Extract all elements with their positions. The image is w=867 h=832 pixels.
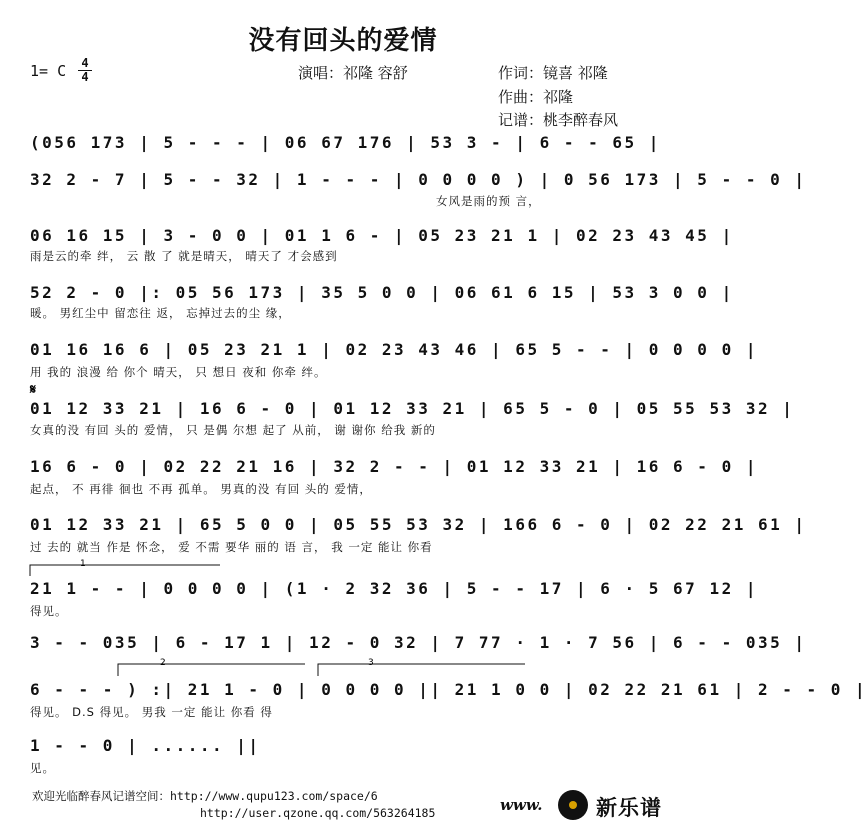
score-line-5-lyrics: 用 我的 浪漫 给 你个 晴天， 只 想日 夜和 你牵 绊。 <box>30 365 327 379</box>
score-title: 没有回头的爱情 <box>248 26 438 56</box>
key-signature: 1= C <box>30 62 67 80</box>
volta-label-1: 1 <box>80 559 86 569</box>
composer-credit: 作曲：祁隆 <box>498 88 574 106</box>
score-line-3-notes: 06 16 15 | 3 - 0 0 | 01 1 6 - | 05 23 21 1 | 02 23 43 45 | <box>30 226 734 245</box>
score-line-6-lyrics: 女真的没 有回 头的 爱情， 只 是偶 尔想 起了 从前， 谢 谢你 给我 新的 <box>30 423 436 437</box>
score-line-11-notes: 6 - - - ) :| 21 1 - 0 | 0 0 0 0 || 21 1 0 0 | 02 22 21 61 | 2 - - 0 | <box>30 680 867 699</box>
score-line-12-lyrics: 见。 <box>30 761 55 775</box>
lyricist-credit: 作词：镜喜 祁隆 <box>498 64 608 82</box>
volta-bracket-3 <box>318 664 525 676</box>
volta-label-2: 2 <box>160 658 166 668</box>
logo-brand-text: 新乐谱 <box>596 796 662 820</box>
svg-text:𝄋: 𝄋 <box>30 382 37 398</box>
record-disc-icon <box>558 790 588 820</box>
footer-welcome: 欢迎光临醉春风记谱空间：http://www.qupu123.com/space/6 <box>32 789 378 803</box>
transcriber-credit: 记谱：桃李醉春风 <box>498 111 619 129</box>
score-line-11-lyrics: 得见。 D.S 得见。 男我 一定 能让 你看 得 <box>30 705 273 719</box>
score-line-8-notes: 01 12 33 21 | 65 5 0 0 | 05 55 53 32 | 166 6 - 0 | 02 22 21 61 | <box>30 515 807 534</box>
score-line-2-notes: 32 2 - 7 | 5 - - 32 | 1 - - - | 0 0 0 0 ) | 0 56 173 | 5 - - 0 | <box>30 170 807 189</box>
score-line-5-notes: 01 16 16 6 | 05 23 21 1 | 02 23 43 46 | 65 5 - - | 0 0 0 0 | <box>30 340 758 359</box>
score-line-4-notes: 52 2 - 0 |: 05 56 173 | 35 5 0 0 | 06 61 6 15 | 53 3 0 0 | <box>30 283 734 302</box>
score-line-12-notes: 1 - - 0 | ...... || <box>30 736 261 755</box>
segno-sign <box>29 382 36 398</box>
time-signature-top: 4 <box>81 56 89 70</box>
score-line-2-lyrics: 女风是雨的预 言， <box>436 194 541 208</box>
score-line-3-lyrics: 雨是云的牵 绊， 云 散 了 就是晴天， 晴天了 才会感到 <box>30 249 338 263</box>
score-line-7-lyrics: 起点， 不 再徘 徊也 不再 孤单。 男真的没 有回 头的 爱情， <box>30 482 372 496</box>
score-line-1-notes: (056 173 | 5 - - - | 06 67 176 | 53 3 - | 6 - - 65 | <box>30 133 661 152</box>
singer-credit: 演唱：祁隆 容舒 <box>298 64 408 82</box>
volta-bracket-1 <box>30 565 220 576</box>
volta-label-3: 3 <box>368 658 374 668</box>
volta-bracket-2 <box>118 664 305 676</box>
score-line-7-notes: 16 6 - 0 | 02 22 21 16 | 32 2 - - | 01 12 33 21 | 16 6 - 0 | <box>30 457 758 476</box>
score-line-9-lyrics: 得见。 <box>30 604 68 618</box>
score-line-8-lyrics: 过 去的 就当 作是 怀念， 爱 不需 要华 丽的 语 言， 我 一定 能让 你看 <box>30 540 433 554</box>
score-line-9-notes: 21 1 - - | 0 0 0 0 | (1 · 2 32 36 | 5 - - 17 | 6 · 5 67 12 | <box>30 579 758 598</box>
score-line-10-notes: 3 - - 035 | 6 - 17 1 | 12 - 0 32 | 7 77 · 1 · 7 56 | 6 - - 035 | <box>30 633 807 652</box>
footer-url: http://user.qzone.qq.com/563264185 <box>200 806 436 820</box>
logo-site-text: www. <box>500 796 543 814</box>
score-line-6-notes: 01 12 33 21 | 16 6 - 0 | 01 12 33 21 | 65 5 - 0 | 05 55 53 32 | <box>30 399 795 418</box>
time-signature-bottom: 4 <box>81 70 89 84</box>
score-line-4-lyrics: 暖。 男红尘中 留恋往 返， 忘掉过去的尘 缘， <box>30 306 291 320</box>
